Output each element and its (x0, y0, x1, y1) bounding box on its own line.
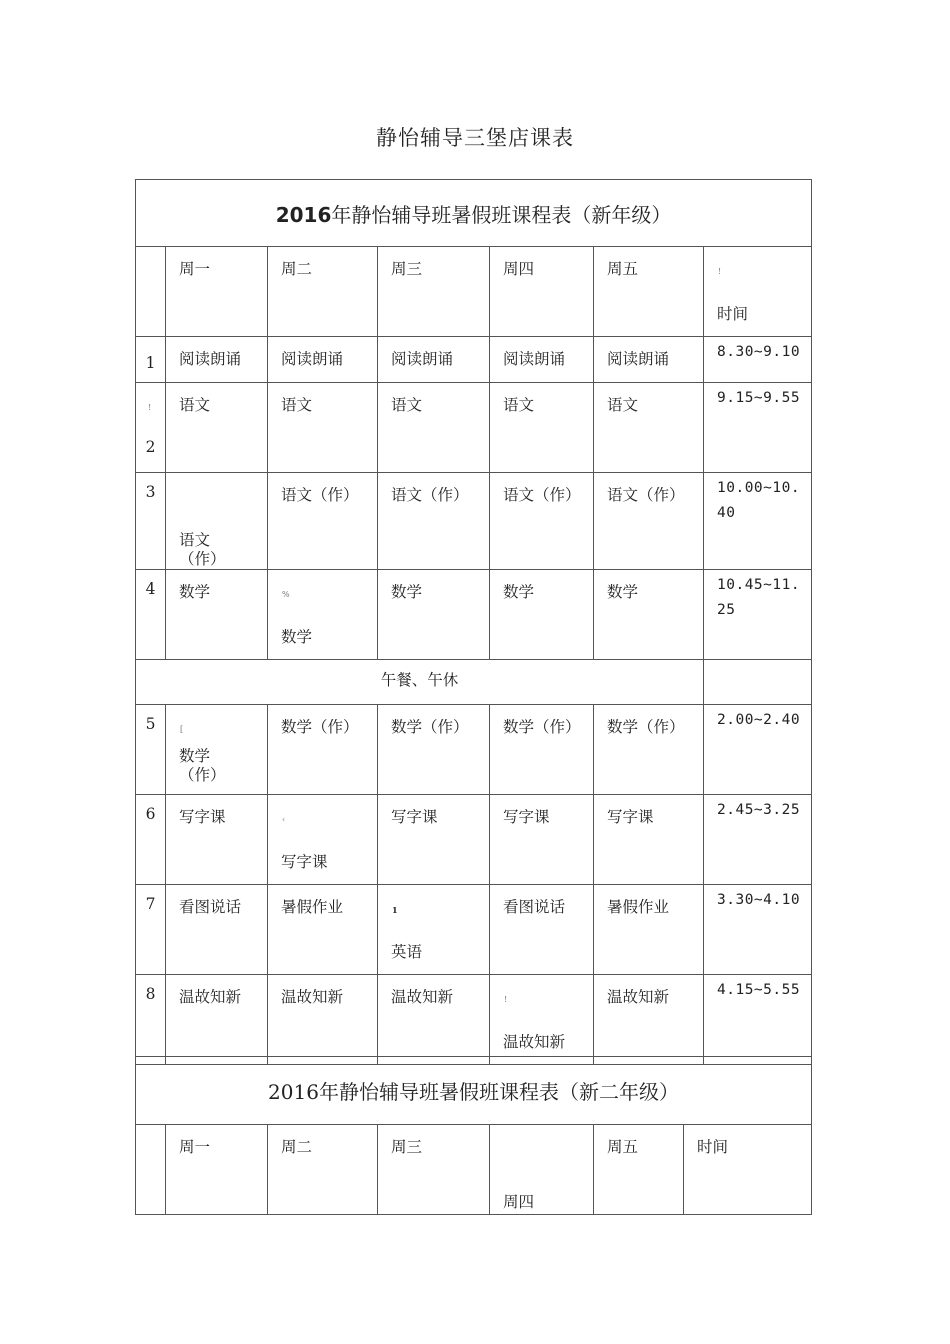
cell: 阅读朗诵 (268, 337, 378, 383)
cell: % 数学 (268, 570, 378, 660)
time-cell: 10.45~11.25 (704, 570, 812, 660)
schedule-table-grade1 (135, 179, 812, 1065)
cell: ! 温故知新 (490, 975, 594, 1065)
cell: 看图说话 (166, 885, 268, 975)
cell: 1 英语 (378, 885, 490, 975)
cell: 语文 (378, 383, 490, 473)
row-num: 8 (136, 975, 166, 1065)
table-row (136, 795, 812, 885)
cell: 语文（作） (594, 473, 704, 570)
table-row (136, 337, 812, 383)
header-tue: 周二 (268, 247, 378, 337)
cell: ‹ 写字课 (268, 795, 378, 885)
header-row (136, 1125, 812, 1215)
cell: 看图说话 (490, 885, 594, 975)
table-row (136, 473, 812, 570)
row-num: 1 (136, 337, 166, 383)
header-fri: 周五 (594, 1125, 684, 1215)
table-row (136, 383, 812, 473)
cell: 写字课 (490, 795, 594, 885)
cell: 温故知新 (378, 975, 490, 1065)
header-num (136, 1125, 166, 1215)
cell: 数学 (166, 570, 268, 660)
header-mon: 周一 (166, 247, 268, 337)
cell: 语文（作） (490, 473, 594, 570)
header-fri: 周五 (594, 247, 704, 337)
document-title: 静怡辅导三堡店课表 (376, 126, 574, 150)
cell: 写字课 (166, 795, 268, 885)
cell: 语文 (166, 383, 268, 473)
cell: 阅读朗诵 (166, 337, 268, 383)
time-cell: 4.15~5.55 (704, 975, 812, 1065)
cell: 语文 (268, 383, 378, 473)
time-cell: 2.45~3.25 (704, 795, 812, 885)
cell: 阅读朗诵 (490, 337, 594, 383)
cell: 语文 (490, 383, 594, 473)
cell: 数学 (378, 570, 490, 660)
time-cell: 3.30~4.10 (704, 885, 812, 975)
header-thu: 周四 (490, 1125, 594, 1215)
cell: 写字课 (594, 795, 704, 885)
cell: 数学 (594, 570, 704, 660)
time-cell: 2.00~2.40 (704, 705, 812, 795)
time-cell: 8.30~9.10 (704, 337, 812, 383)
header-mon: 周一 (166, 1125, 268, 1215)
cell: [ 数学（作） (166, 705, 268, 795)
table-row (136, 885, 812, 975)
cell: 语文（作） (268, 473, 378, 570)
cell: 数学（作） (378, 705, 490, 795)
row-num: 7 (136, 885, 166, 975)
row-num: 6 (136, 795, 166, 885)
lunch-row (136, 660, 812, 705)
row-num: 4 (136, 570, 166, 660)
cell: 数学 (490, 570, 594, 660)
table-row (136, 975, 812, 1065)
table-row (136, 570, 812, 660)
cell: 温故知新 (268, 975, 378, 1065)
lunch-cell: 午餐、午休 (136, 660, 704, 705)
schedule-table-grade2 (135, 1056, 812, 1215)
header-tue: 周二 (268, 1125, 378, 1215)
header-thu: 周四 (490, 247, 594, 337)
cell: 数学（作） (594, 705, 704, 795)
cell: 语文 (594, 383, 704, 473)
cell: 暑假作业 (268, 885, 378, 975)
cell: 数学（作） (268, 705, 378, 795)
header-time: 时间 (684, 1125, 812, 1215)
table-caption: 2016年静怡辅导班暑假班课程表（新二年级） (136, 1057, 812, 1125)
cell: 温故知新 (594, 975, 704, 1065)
header-wed: 周三 (378, 247, 490, 337)
time-cell: 10.00~10.40 (704, 473, 812, 570)
time-cell: 9.15~9.55 (704, 383, 812, 473)
table-caption: 2016年静怡辅导班暑假班课程表（新年级） (136, 180, 812, 247)
cell: 阅读朗诵 (378, 337, 490, 383)
row-num: 5 (136, 705, 166, 795)
header-row (136, 247, 812, 337)
header-num (136, 247, 166, 337)
row-num: 3 (136, 473, 166, 570)
cell: 语文（作） (378, 473, 490, 570)
header-time: ! 时间 (704, 247, 812, 337)
cell: 阅读朗诵 (594, 337, 704, 383)
cell: 写字课 (378, 795, 490, 885)
cell: 语文（作） (166, 473, 268, 570)
cell: 数学（作） (490, 705, 594, 795)
header-wed: 周三 (378, 1125, 490, 1215)
cell: 温故知新 (166, 975, 268, 1065)
row-num: ! 2 (136, 383, 166, 473)
table-row (136, 705, 812, 795)
cell: 暑假作业 (594, 885, 704, 975)
time-cell (704, 660, 812, 705)
